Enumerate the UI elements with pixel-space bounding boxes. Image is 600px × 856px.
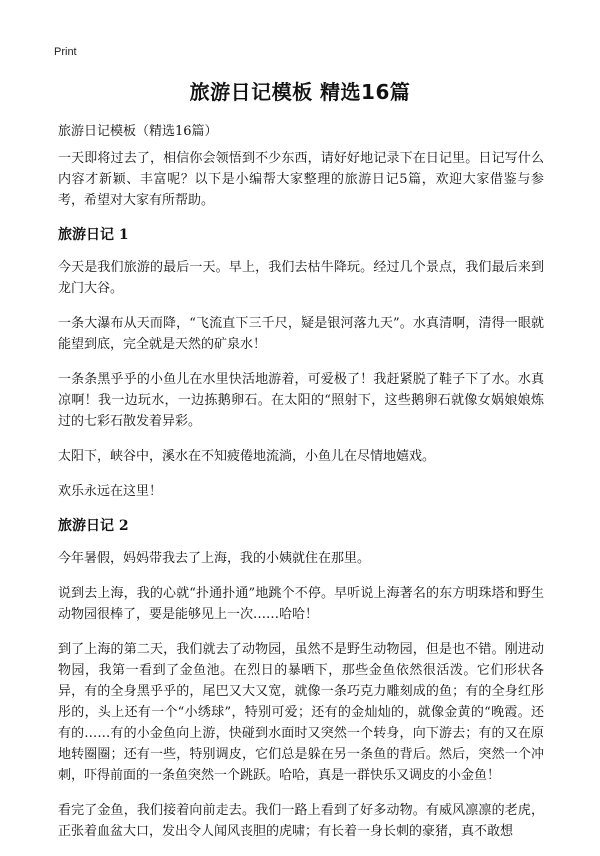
- diary-2-heading: 旅游日记 2: [58, 518, 129, 534]
- intro-paragraph: 一天即将过去了，相信你会领悟到不少东西，请好好地记录下在日记里。日记写什么内容才新颖、丰富呢？以下是小编帮大家整理的旅游日记5篇，欢迎大家借鉴与参考，希望对大家有所帮助。: [58, 151, 544, 208]
- print-link[interactable]: Print: [54, 46, 77, 58]
- diary-1-paragraph: 一条大瀑布从天而降，“飞流直下三千尺，疑是银河落九天”。水真清啊，清得一眼就能望到底，完全就是天然的矿泉水！: [58, 316, 544, 352]
- diary-1-heading: 旅游日记 1: [58, 227, 129, 243]
- page-title: 旅游日记模板 精选16篇: [189, 80, 411, 104]
- diary-2-paragraph: 到了上海的第二天，我们就去了动物园，虽然不是野生动物园，但是也不错。刚进动物园，我第一看到了金鱼池。在烈日的暴晒下，那些金鱼依然很活泼。它们形状各异，有的全身黑乎乎的，尾巴又大又宽，就像一条巧克力雕刻成的鱼；有的全身红彤彤的，头上还有一个“小绣球”，特别可爱；还有的金灿灿的，就像金黄的“晚霞。还有的……有的小金鱼向上游，快碰到水面时又突然一个转身，向下游去；有的又在原地转圈圈；还有一些，特别调皮，它们总是躲在另一条鱼的背后。然后，突然一个冲刺，吓得前面的一条鱼突然一个跳跃。哈哈，真是一群快乐又调皮的小金鱼！: [58, 642, 544, 783]
- diary-1-paragraph: 欢乐永远在这里！: [58, 484, 163, 499]
- page-subtitle: 旅游日记模板（精选16篇）: [58, 124, 218, 139]
- diary-1-paragraph: 今天是我们旅游的最后一天。早上，我们去枯牛降玩。经过几个景点，我们最后来到龙门大谷。: [58, 260, 544, 296]
- diary-2-paragraph: 看完了金鱼，我们接着向前走去。我们一路上看到了好多动物。有威风凛凛的老虎，正张着血盆大口，发出令人闻风丧胆的虎啸；有长着一身长刺的豪猪，真不敢想: [58, 803, 544, 839]
- diary-1-paragraph: 太阳下，峡谷中，溪水在不知疲倦地流淌，小鱼儿在尽情地嬉戏。: [58, 449, 436, 464]
- diary-2-paragraph: 说到去上海，我的心就“扑通扑通”地跳个不停。早听说上海著名的东方明珠塔和野生动物园很棒了，要是能够见上一次……哈哈！: [58, 586, 544, 622]
- diary-2-paragraph: 今年暑假，妈妈带我去了上海，我的小姨就住在那里。: [58, 551, 371, 566]
- article-body: [58, 148, 544, 856]
- diary-1-paragraph: 一条条黑乎乎的小鱼儿在水里快活地游着，可爱极了！我赶紧脱了鞋子下了水。水真凉啊！我一边玩水，一边拣鹅卵石。在太阳的“照射下，这些鹅卵石就像女娲娘娘炼过的七彩石散发着异彩。: [58, 372, 544, 429]
